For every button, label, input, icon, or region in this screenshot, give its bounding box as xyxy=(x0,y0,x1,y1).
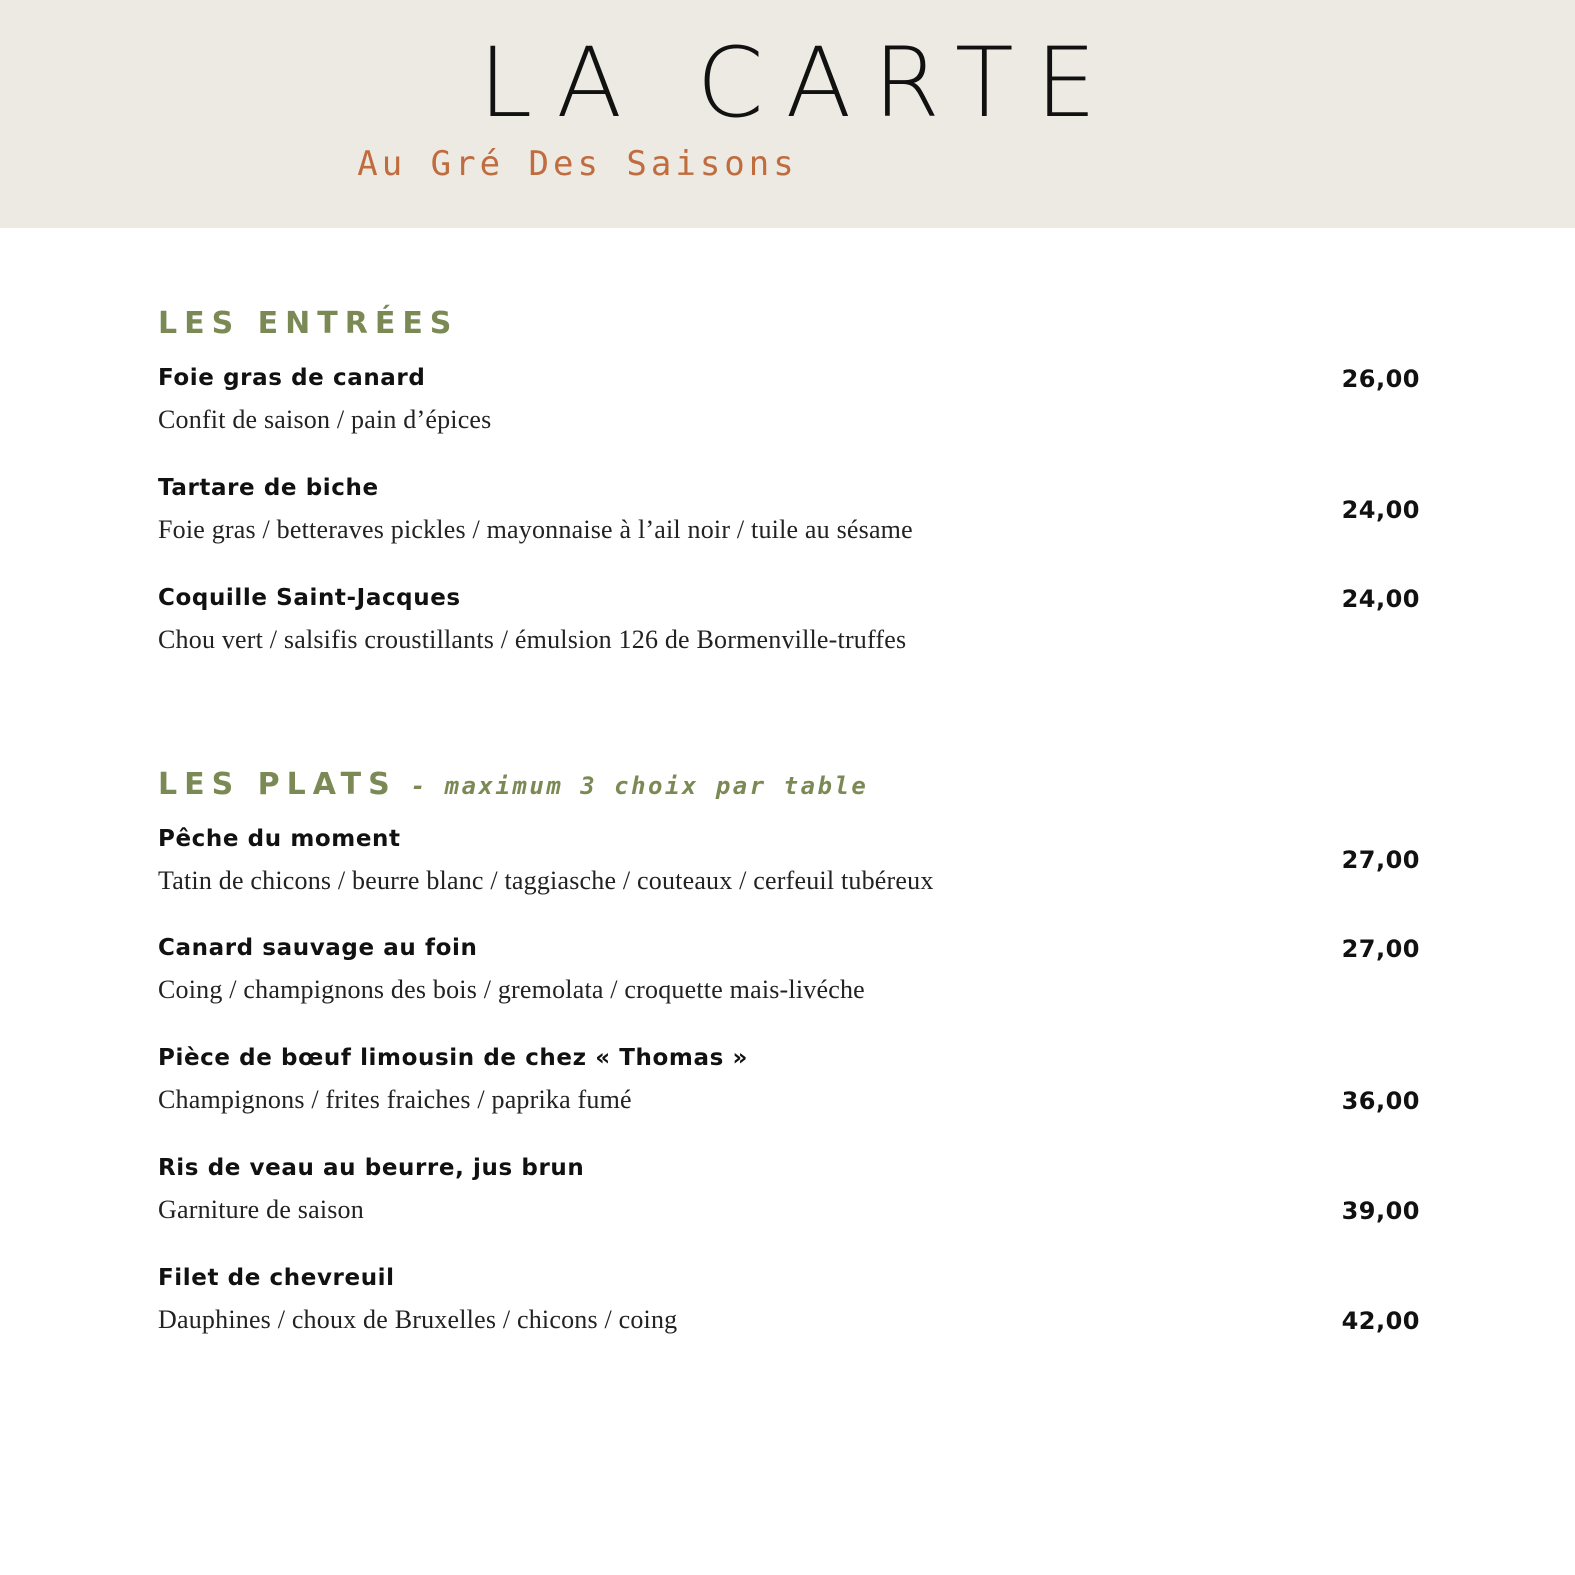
menu-item-description: Coing / champignons des bois / gremolata / croquette mais-livéche xyxy=(158,975,865,1005)
menu-item-description: Garniture de saison xyxy=(158,1195,364,1225)
menu-item xyxy=(158,1263,1420,1337)
menu-item-description: Champignons / frites fraiches / paprika fumé xyxy=(158,1085,632,1115)
menu-item-text xyxy=(158,473,1168,547)
menu-item-text xyxy=(158,1153,1168,1227)
section-note: - maximum 3 choix par table xyxy=(410,771,869,800)
menu-item-text xyxy=(158,933,1168,1007)
menu-section-plats xyxy=(158,693,1420,1337)
menu-item-price: 27,00 xyxy=(1341,935,1420,964)
menu-item-description: Confit de saison / pain d’épices xyxy=(158,405,492,435)
menu-item-price: 24,00 xyxy=(1341,495,1420,524)
menu-item xyxy=(158,824,1420,898)
menu-item-price: 26,00 xyxy=(1341,365,1420,393)
section-header xyxy=(158,306,1420,341)
menu-item xyxy=(158,473,1420,547)
menu-item-description: Tatin de chicons / beurre blanc / taggiasche / couteaux / cerfeuil tubéreux xyxy=(158,865,934,895)
menu-item xyxy=(158,1153,1420,1227)
menu-item-description: Foie gras / betteraves pickles / mayonnaise à l’ail noir / tuile au sésame xyxy=(158,514,913,544)
menu-item-price: 42,00 xyxy=(1341,1306,1420,1335)
menu-item xyxy=(158,583,1420,657)
menu-item-description: Chou vert / salsifis croustillants / émulsion 126 de Bormenville-truffes xyxy=(158,624,907,654)
menu-item xyxy=(158,363,1420,437)
menu-item-description: Dauphines / choux de Bruxelles / chicons / coing xyxy=(158,1304,678,1334)
menu-item-price: 36,00 xyxy=(1341,1087,1420,1116)
page-title: LA CARTE xyxy=(478,27,1119,139)
menu-item xyxy=(158,1043,1420,1117)
menu-item-price: 27,00 xyxy=(1341,846,1420,875)
menu-item xyxy=(158,933,1420,1007)
menu-item-name: Ris de veau au beurre, jus brun xyxy=(158,1155,585,1182)
menu-item-text xyxy=(158,1043,1168,1117)
menu-header xyxy=(0,0,1575,228)
menu-section-entrees xyxy=(158,228,1420,657)
menu-item-text xyxy=(158,824,1168,898)
menu-item-text xyxy=(158,1263,1168,1337)
menu-item-text xyxy=(158,363,1168,437)
menu-item-name: Coquille Saint-Jacques xyxy=(158,584,461,611)
menu-item-name: Tartare de biche xyxy=(158,474,379,501)
menu-item-name: Filet de chevreuil xyxy=(158,1264,395,1291)
page-subtitle: Au Gré Des Saisons xyxy=(357,144,798,185)
section-header xyxy=(158,767,1420,802)
menu-item-price: 24,00 xyxy=(1341,584,1420,613)
menu-item-text xyxy=(158,583,1168,657)
menu-item-name: Canard sauvage au foin xyxy=(158,935,478,962)
menu-item-name: Foie gras de canard xyxy=(158,365,426,391)
menu-content xyxy=(0,228,1575,1337)
menu-item-price: 39,00 xyxy=(1341,1196,1420,1225)
section-title: LES ENTRÉES xyxy=(158,306,459,341)
menu-item-name: Pêche du moment xyxy=(158,825,401,852)
section-title: LES PLATS xyxy=(158,766,397,802)
menu-item-name: Pièce de bœuf limousin de chez « Thomas » xyxy=(158,1045,748,1072)
